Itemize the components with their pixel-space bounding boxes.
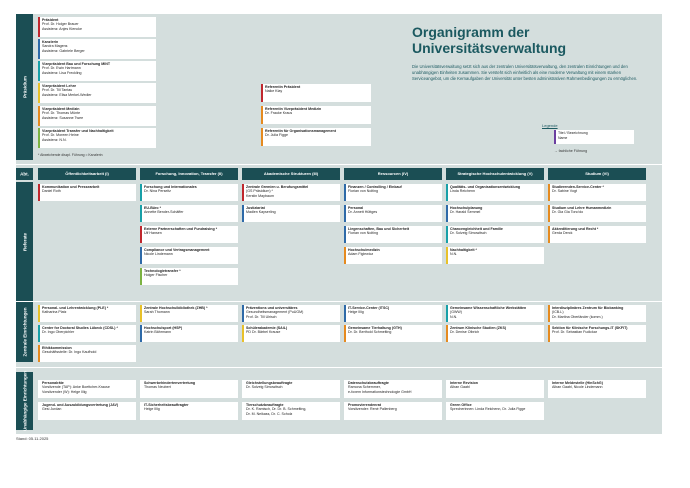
zentrale-einrichtung-box bbox=[548, 325, 646, 342]
praesidium-referent-box bbox=[261, 106, 371, 124]
box-title: Präsident bbox=[42, 17, 59, 22]
box-line: Dr. Solveig Simowitsch bbox=[450, 231, 487, 236]
box-title: Interne Meldestelle (HinSchG) bbox=[552, 380, 603, 385]
box-line: Dr. M. Neikass, Dr. C. Scholz bbox=[246, 411, 293, 416]
box-title: Referentin für Organisationsmanagement bbox=[265, 128, 336, 133]
box-line: Sarah Thomann bbox=[144, 310, 170, 315]
unabhaengige-einrichtung-box bbox=[446, 380, 544, 398]
referat-box bbox=[548, 226, 646, 243]
referat-box bbox=[446, 247, 544, 264]
box-line: Assistenz: Lisa Freckling bbox=[42, 70, 82, 75]
unabhaengige-einrichtung-box bbox=[140, 380, 238, 398]
box-title: Tierschutzbeauftragte bbox=[246, 402, 284, 407]
referat-box bbox=[548, 184, 646, 201]
praesidium-referent-box bbox=[261, 84, 371, 102]
box-title: Datenschutzbeauftragte bbox=[348, 380, 389, 385]
praesidium-note: * Abweichende diszpl. Führung = Kanzlerin bbox=[38, 153, 103, 157]
box-line: Assistenz: Gabriele Berger bbox=[42, 48, 85, 53]
box-line: (GS Präsidium) * bbox=[246, 189, 273, 194]
box-line: Florian von Nolting bbox=[348, 189, 378, 194]
referat-box bbox=[140, 226, 238, 243]
box-title: Promovierendenrat bbox=[348, 402, 381, 407]
box-title: Interne Revision bbox=[450, 380, 478, 385]
box-line: Madlen Kayserling bbox=[246, 210, 276, 215]
intro-text: Die Universitätsverwaltung setzt sich aus der zentralen Universitätsverwaltung, den zentralen Einrichtungen und den unabhängigen Einheiten zusammen. Sie versteht sich einheitlich als eine moderne Verwaltung mit einem starken Serviceangebot, um die Kernaufgaben der Universität unter besten administrativen Rahmenbedingungen zu ermöglichen. bbox=[412, 64, 638, 81]
box-line: Nicole Lindemann bbox=[144, 252, 173, 257]
unabhaengige-einrichtung-box bbox=[446, 402, 544, 420]
box-line: Dr. Gia Gia Tono'do bbox=[552, 210, 584, 215]
divider bbox=[16, 367, 662, 368]
box-line: Prof. Dr. Till Tantau bbox=[42, 88, 73, 93]
abteilung-header: Forschung, Innovation, Transfer (II) bbox=[140, 168, 238, 180]
box-title: Gemeinsame Wissenschaftliche Werkstätten bbox=[450, 305, 527, 310]
box-line: Dr. Annett Hüttges bbox=[348, 210, 378, 215]
box-line: Vorsitzender: René Pallenberg bbox=[348, 407, 397, 412]
box-title: Vizepräsident Medizin bbox=[42, 106, 80, 111]
praesidium-box bbox=[38, 128, 156, 148]
referat-box bbox=[140, 268, 238, 285]
box-title: Compliance und Vertragsmanagement bbox=[144, 247, 210, 252]
abteilung-header: Ressourcen (IV) bbox=[344, 168, 442, 180]
box-line: Prof. Dr. Holger Brauer bbox=[42, 22, 79, 27]
referat-box bbox=[242, 184, 340, 201]
band-zentrale: Zentrale Einrichtungen bbox=[16, 302, 33, 362]
praesidium-box bbox=[38, 106, 156, 126]
box-title: Hochschulmedizin bbox=[348, 247, 380, 252]
praesidium-referent-box bbox=[261, 128, 371, 146]
box-line: Dr. Sabine Vogt bbox=[552, 189, 577, 194]
box-title: Jugend- und Auszubildungsvertretung (JAV) bbox=[42, 402, 119, 407]
box-line: Assistenz: Elisa Merkel-Wedler bbox=[42, 92, 92, 97]
box-line: Linda Reichenn bbox=[450, 189, 475, 194]
box-line: Prof. Dr. Thomas Münte bbox=[42, 111, 81, 116]
referat-box bbox=[344, 226, 442, 243]
box-line: PD Dr. Bärbel Krause bbox=[246, 330, 281, 335]
box-line: Dr. Julia Figge bbox=[265, 133, 288, 138]
zentrale-einrichtung-box bbox=[38, 325, 136, 342]
referat-box bbox=[344, 205, 442, 222]
box-title: Ethikkommission bbox=[42, 345, 72, 350]
zentrale-einrichtung-box bbox=[242, 305, 340, 322]
referat-box bbox=[140, 184, 238, 201]
box-title: Qualitäts- und Organisationsentwicklung bbox=[450, 184, 521, 189]
box-title: Vizepräsident Bau und Forschung MINT bbox=[42, 61, 111, 66]
box-title: Finanzen / Controlling / Einkauf bbox=[348, 184, 402, 189]
box-line: Naike Klay bbox=[265, 89, 283, 94]
praesidium-box bbox=[38, 61, 156, 81]
box-title: Personalräte bbox=[42, 380, 64, 385]
abteilung-header: Studium (VI) bbox=[548, 168, 646, 180]
box-title: Hochschulplanung bbox=[450, 205, 483, 210]
zentrale-einrichtung-box bbox=[38, 345, 136, 362]
praesidium-box bbox=[38, 83, 156, 103]
box-line: Vorsitzende (TAP): Anke Boettcher-Krause bbox=[42, 385, 110, 390]
box-title: Zentrale Gremien u. Berufungsmittel bbox=[246, 184, 309, 189]
box-line: Geschäftsstelle: Dr. Ingo Kaufhold bbox=[42, 350, 97, 355]
box-title: IT-Service-Center (ITSC) bbox=[348, 305, 390, 310]
box-line: Alban Gaabl bbox=[450, 385, 470, 390]
box-line: Florian von Nolting bbox=[348, 231, 378, 236]
praesidium-box bbox=[38, 39, 156, 59]
referat-box bbox=[140, 247, 238, 264]
box-title: Vizepräsident Lehre bbox=[42, 83, 77, 88]
referat-box bbox=[38, 184, 136, 201]
box-line: Annette Bender-Schäffer bbox=[144, 210, 184, 215]
box-title: Justiziariat bbox=[246, 205, 265, 210]
unabhaengige-einrichtung-box bbox=[140, 402, 238, 420]
box-line: Dr. Denise Olbrich bbox=[450, 330, 480, 335]
box-line: Prof. Dr. Ewin Hartmann bbox=[42, 66, 81, 71]
stand-date: Stand: 05.11.2025 bbox=[16, 436, 49, 441]
referat-box bbox=[446, 205, 544, 222]
box-line: Dr. K. Ramisch, Dr. Dr. B. Schmelting, bbox=[246, 407, 307, 412]
box-line: Sprecherinnen: Linda Reichenn, Dr. Julia Figge bbox=[450, 407, 526, 412]
box-title: Gleichstellungsbeauftragte bbox=[246, 380, 293, 385]
box-title: Liegenschaften, Bau und Sicherheit bbox=[348, 226, 410, 231]
referat-box bbox=[548, 205, 646, 222]
box-title: Technologietransfer * bbox=[144, 268, 181, 273]
zentrale-einrichtung-box bbox=[548, 305, 646, 322]
box-title: Referentin Präsident bbox=[265, 84, 301, 89]
box-title: Personal bbox=[348, 205, 364, 210]
box-line: Dr. Ingo Oberpichler bbox=[42, 330, 75, 335]
box-line: Kerstin Maybaum bbox=[246, 193, 274, 198]
referat-box bbox=[446, 226, 544, 243]
box-title: Kanzlerin bbox=[42, 39, 59, 44]
box-line: Helge Illig bbox=[144, 407, 160, 412]
band-unabhaengig: Unabhängige Einrichtungen bbox=[16, 372, 33, 430]
box-title: Chancengleichheit und Familie bbox=[450, 226, 503, 231]
box-line: Gerda Derck bbox=[552, 231, 573, 236]
unabhaengige-einrichtung-box bbox=[38, 380, 136, 398]
band-praesidium: Präsidium bbox=[16, 14, 33, 160]
box-line: Katrin Bährmann bbox=[144, 330, 171, 335]
referat-box bbox=[344, 247, 442, 264]
box-line: Assistenz: Anjes Kiencke bbox=[42, 26, 82, 31]
box-title: Interdisziplinäres Zentrum für Biobanking bbox=[552, 305, 624, 310]
box-title: Präventions und universitäres bbox=[246, 305, 298, 310]
box-line: Dr. Frauke Kraus bbox=[265, 111, 293, 116]
referat-box bbox=[344, 184, 442, 201]
box-line: Helge Illig bbox=[348, 310, 364, 315]
unabhaengige-einrichtung-box bbox=[344, 380, 442, 398]
box-line: Dr. Martina Oberländer (komm.) bbox=[552, 314, 603, 319]
abteilung-header: Akademische Strukturen (III) bbox=[242, 168, 340, 180]
box-line: e-foxem Informationstechnologie GmbH bbox=[348, 389, 412, 394]
unabhaengige-einrichtung-box bbox=[242, 402, 340, 420]
box-line: Gesi Jurdan bbox=[42, 407, 62, 412]
box-line: Daniel Roth bbox=[42, 189, 61, 194]
box-line: Katharina Platz bbox=[42, 310, 67, 315]
box-title: EU-Büro * bbox=[144, 205, 161, 210]
box-line: Assistenz: Susanne Twee bbox=[42, 115, 84, 120]
box-title: Center for Doctoral Studies Lübeck (CDSL) * bbox=[42, 325, 118, 330]
unabhaengige-einrichtung-box bbox=[548, 380, 646, 398]
box-line: Adam Figlewicz bbox=[348, 252, 374, 257]
box-line: (GWW) bbox=[450, 310, 462, 315]
abteilung-header: Öffentlichkeitsarbeit (I) bbox=[38, 168, 136, 180]
box-line: Alban Gaabl, Nicole Lindemann bbox=[552, 385, 603, 390]
box-title: Akkreditierung und Recht * bbox=[552, 226, 599, 231]
zentrale-einrichtung-box bbox=[140, 325, 238, 342]
box-title: Forschung und Internationales bbox=[144, 184, 197, 189]
band-referate: Referate bbox=[16, 182, 33, 302]
box-title: Nachhaltigkeit * bbox=[450, 247, 477, 252]
legend-title: Legende bbox=[542, 123, 558, 128]
zentrale-einrichtung-box bbox=[446, 305, 544, 322]
abteilung-header: Strategische Hochschulentwicklung (V) bbox=[446, 168, 544, 180]
org-chart-canvas bbox=[16, 14, 662, 434]
zentrale-einrichtung-box bbox=[344, 305, 442, 322]
box-line: Holger Fischer bbox=[144, 273, 168, 278]
box-line: Dr. Harald Semmel bbox=[450, 210, 481, 215]
box-title: Schwerbehindertenvertretung bbox=[144, 380, 196, 385]
box-title: Studierenden-Service-Center * bbox=[552, 184, 604, 189]
zentrale-einrichtung-box bbox=[140, 305, 238, 322]
legend-box: Titel / Bezeichnung Name bbox=[554, 130, 634, 144]
referat-box bbox=[140, 205, 238, 222]
box-line: Prof. Dr. Sebastian Fudickar bbox=[552, 330, 597, 335]
box-title: Kommunikation und Pressearbeit bbox=[42, 184, 100, 189]
box-title: Schülerakademie (SAiL) bbox=[246, 325, 288, 330]
box-line: Prof. Dr. Till Ulrisch bbox=[246, 314, 277, 319]
box-title: Zentrale Hochschulbibliothek (ZHB) * bbox=[144, 305, 208, 310]
box-title: IT-Sicherheitsbeauftragter bbox=[144, 402, 189, 407]
referat-box bbox=[446, 184, 544, 201]
legend-arrow: → fachliche Führung bbox=[554, 149, 588, 153]
box-line: Gesundheitsmanagement (PuUGM) bbox=[246, 310, 304, 315]
box-title: Personal- und Lehrentwicklung (PLE) * bbox=[42, 305, 109, 310]
divider bbox=[16, 301, 662, 302]
box-title: Gemeinsame Tierhaltung (GTH) bbox=[348, 325, 402, 330]
box-line: Vorsitzender (W): Helge Illig bbox=[42, 389, 87, 394]
zentrale-einrichtung-box bbox=[38, 305, 136, 322]
box-title: Green Office bbox=[450, 402, 472, 407]
box-line: N.N. bbox=[450, 314, 458, 319]
box-line: Assistenz: N.N. bbox=[42, 137, 67, 142]
box-line: Thomas Neubert bbox=[144, 385, 171, 390]
band-abteilungen: Abt. bbox=[16, 168, 33, 180]
unabhaengige-einrichtung-box bbox=[344, 402, 442, 420]
page-title: Organigramm der Universitätsverwaltung bbox=[412, 24, 567, 56]
box-title: Sektion für Klinische Forschungs-IT (SKFIT) bbox=[552, 325, 628, 330]
box-line: Sandra Magens bbox=[42, 44, 68, 49]
zentrale-einrichtung-box bbox=[446, 325, 544, 342]
box-title: Zentrum Klinische Studien (ZKS) bbox=[450, 325, 507, 330]
box-title: Hochschulsport (HSP) bbox=[144, 325, 183, 330]
box-line: Ramona Schemmer, bbox=[348, 385, 381, 390]
box-line: Dr. Dr. Berthold Schmelting bbox=[348, 330, 392, 335]
referat-box bbox=[242, 205, 340, 222]
divider bbox=[16, 164, 662, 165]
box-title: Referentin Vizepräsident Medizin bbox=[265, 106, 322, 111]
box-line: Prof. Dr. Moreen Heine bbox=[42, 133, 79, 138]
box-line: Ulf Hansen bbox=[144, 231, 162, 236]
box-line: Dr. Solveig Simowitsch bbox=[246, 385, 283, 390]
box-line: (ICB-L) bbox=[552, 310, 564, 315]
box-title: Studium und Lehre Humanmedizin bbox=[552, 205, 612, 210]
box-line: Dr. Nina Perseitz bbox=[144, 189, 171, 194]
unabhaengige-einrichtung-box bbox=[242, 380, 340, 398]
unabhaengige-einrichtung-box bbox=[38, 402, 136, 420]
box-title: Externe Partnerschaften und Fundraising * bbox=[144, 226, 218, 231]
box-line: N.N. bbox=[450, 252, 458, 257]
zentrale-einrichtung-box bbox=[344, 325, 442, 342]
praesidium-box bbox=[38, 17, 156, 37]
zentrale-einrichtung-box bbox=[242, 325, 340, 342]
box-title: Vizepräsident Transfer und Nachhaltigkeit bbox=[42, 128, 114, 133]
